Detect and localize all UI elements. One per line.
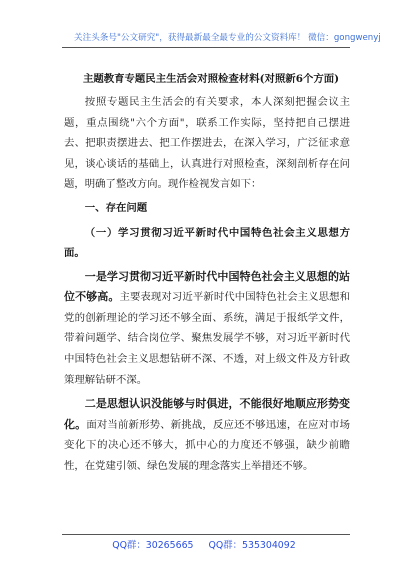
footer-qq-group-1: QQ群：30265665 bbox=[112, 540, 194, 551]
document-title: 主题教育专题民主生活会对照检查材料(对照新6个方面) bbox=[82, 73, 340, 85]
point-2-text: 面对当前新形势、新挑战，反应还不够迅速，在应对市场变化下的决心还不够大，抓中心的力度还不够强，缺少前瞻性，在党建引领、绿色发展的理念落实上举措还不够。 bbox=[64, 418, 350, 472]
footer-divider bbox=[62, 534, 350, 535]
intro-paragraph: 按照专题民主生活会的有关要求，本人深刻把握会议主题，重点围绕"六个方面"，联系工作实际，坚持把自己摆进去、把职责摆进去、把工作摆进去，在深入学习，广泛征求意见，谈心谈话的基础上，认真进行对照检查，深刻剖析存在问题，明确了整改方向。现作检视发言如下： bbox=[64, 96, 350, 191]
header-divider bbox=[62, 47, 350, 48]
point-paragraph-2 bbox=[64, 394, 350, 476]
footer-qq-group-2: QQ群：535304092 bbox=[208, 540, 296, 551]
point-2-lead: 二是思想认识没能够与时俱进，不能很好地顺应形势变化。 bbox=[64, 397, 350, 431]
section-heading: 一、存在问题 bbox=[84, 201, 148, 214]
subsection-heading: （一）学习贯彻习近平新时代中国特色社会主义思想方面。 bbox=[64, 226, 350, 259]
point-1-lead: 一是学习贯彻习近平新时代中国特色社会主义思想的站位不够高。 bbox=[64, 269, 350, 304]
document-body bbox=[64, 92, 350, 477]
point-1-text: 主要表现对习近平新时代中国特色社会主义思想和党的创新理论的学习还不够全面、系统，满足于报纸学文件，带着问题学、结合岗位学、聚焦发展学不够，对习近平新时代中国特色社会主义思想钻研不深、不透，对上级文件及方针政策理解钻研不深。 bbox=[64, 291, 351, 386]
point-paragraph-1 bbox=[64, 267, 350, 391]
header-promo-note: 关注头条号"公文研究"，获得最新最全最专业的公文资料库！ 微信：gongwenyj bbox=[74, 33, 381, 43]
footer-contacts bbox=[0, 537, 408, 551]
